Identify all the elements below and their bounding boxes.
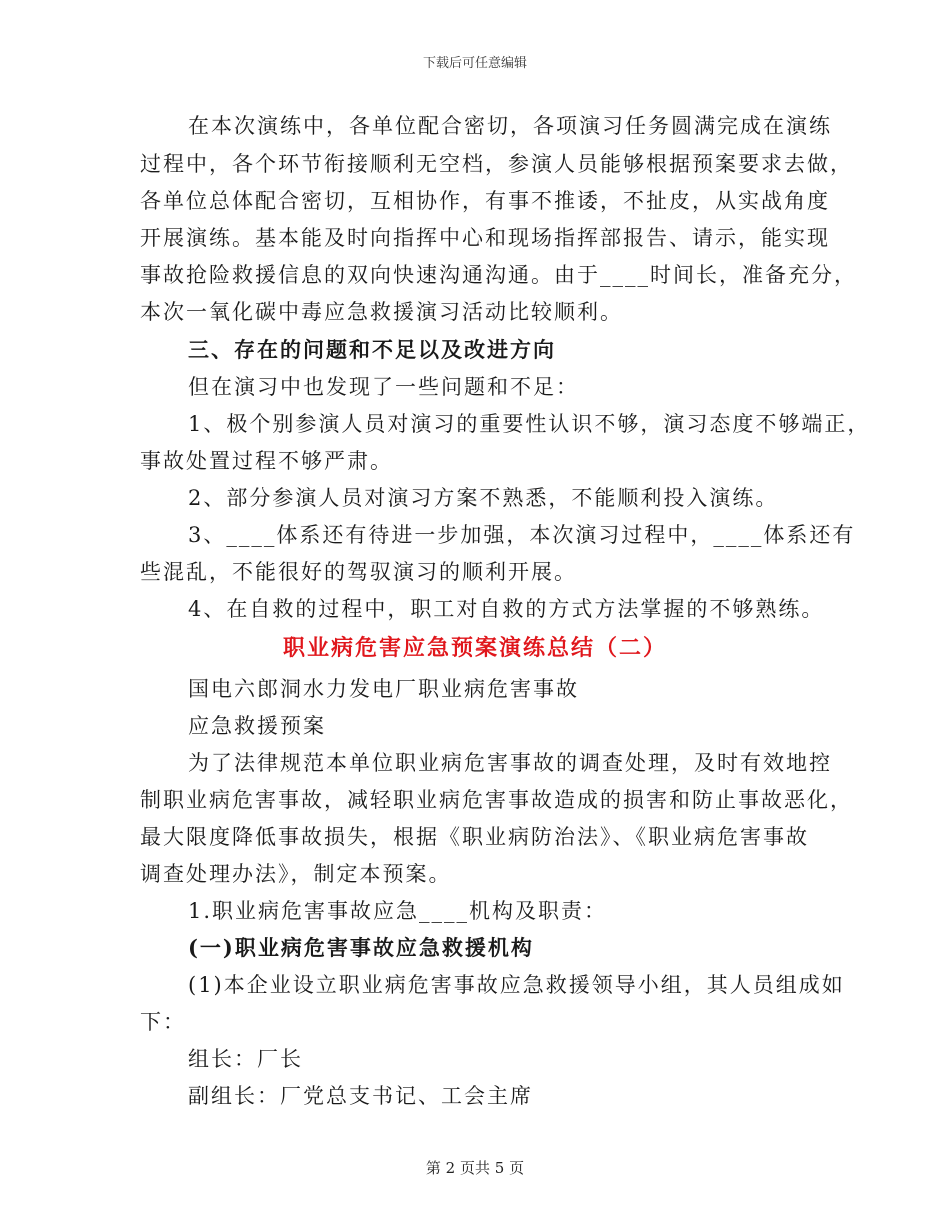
paragraph-line: 在本次演练中，各单位配合密切，各项演习任务圆满完成在演练 bbox=[188, 114, 832, 138]
page-number: 第 2 页共 5 页 bbox=[425, 1159, 525, 1177]
page-header-note: 下载后可任意编辑 bbox=[422, 56, 527, 71]
paragraph-line: 本次一氧化碳中毒应急救援演习活动比较顺利。 bbox=[140, 300, 623, 324]
paragraph-line: 制职业病危害事故，减轻职业病危害事故造成的损害和防止事故恶化， bbox=[140, 788, 853, 812]
paragraph-line: 但在演习中也发现了一些问题和不足： bbox=[188, 375, 579, 399]
list-item-line: 些混乱，不能很好的驾驭演习的顺利开展。 bbox=[140, 560, 577, 584]
paragraph-line: 调查处理办法》，制定本预案。 bbox=[140, 862, 452, 886]
section-heading: 三、存在的问题和不足以及改进方向 bbox=[188, 337, 556, 362]
paragraph-line: (1)本企业设立职业病危害事故应急救援领导小组，其人员组成如 bbox=[188, 973, 845, 997]
paragraph-line: 最大限度降低事故损失，根据《职业病防治法》、《职业病危害事故 bbox=[140, 825, 809, 849]
paragraph-line: 各单位总体配合密切，互相协作，有事不推诿，不扯皮，从实战角度 bbox=[140, 189, 830, 213]
list-item-line: 3、____体系还有待进一步加强，本次演习过程中，____体系还有 bbox=[188, 523, 856, 547]
document-title: 职业病危害应急预案演练总结（二） bbox=[282, 635, 667, 661]
paragraph-line: 为了法律规范本单位职业病危害事故的调查处理，及时有效地控 bbox=[188, 751, 832, 775]
paragraph-line: 1.职业病危害事故应急____机构及职责： bbox=[188, 899, 608, 923]
list-item-line: 1、极个别参演人员对演习的重要性认识不够，演习态度不够端正， bbox=[188, 412, 871, 436]
paragraph-line: 下： bbox=[140, 1010, 186, 1034]
paragraph-line: 应急救援预案 bbox=[188, 714, 326, 738]
list-item-line: 事故处置过程不够严肃。 bbox=[140, 449, 393, 473]
paragraph-line: 国电六郎洞水力发电厂职业病危害事故 bbox=[188, 677, 579, 701]
subsection-heading: (一)职业病危害事故应急救援机构 bbox=[188, 935, 534, 960]
paragraph-line: 组长：厂长 bbox=[188, 1047, 303, 1071]
paragraph-line: 事故抢险救援信息的双向快速沟通沟通。由于____时间长，准备充分， bbox=[140, 263, 857, 287]
list-item-line: 4、在自救的过程中，职工对自救的方式方法掌握的不够熟练。 bbox=[188, 597, 825, 621]
paragraph-line: 开展演练。基本能及时向指挥中心和现场指挥部报告、请示，能实现 bbox=[140, 226, 830, 250]
paragraph-line: 过程中，各个环节衔接顺利无空档，参演人员能够根据预案要求去做， bbox=[140, 152, 853, 176]
list-item-line: 2、部分参演人员对演习方案不熟悉，不能顺利投入演练。 bbox=[188, 486, 779, 510]
paragraph-line: 副组长：厂党总支书记、工会主席 bbox=[188, 1084, 533, 1108]
